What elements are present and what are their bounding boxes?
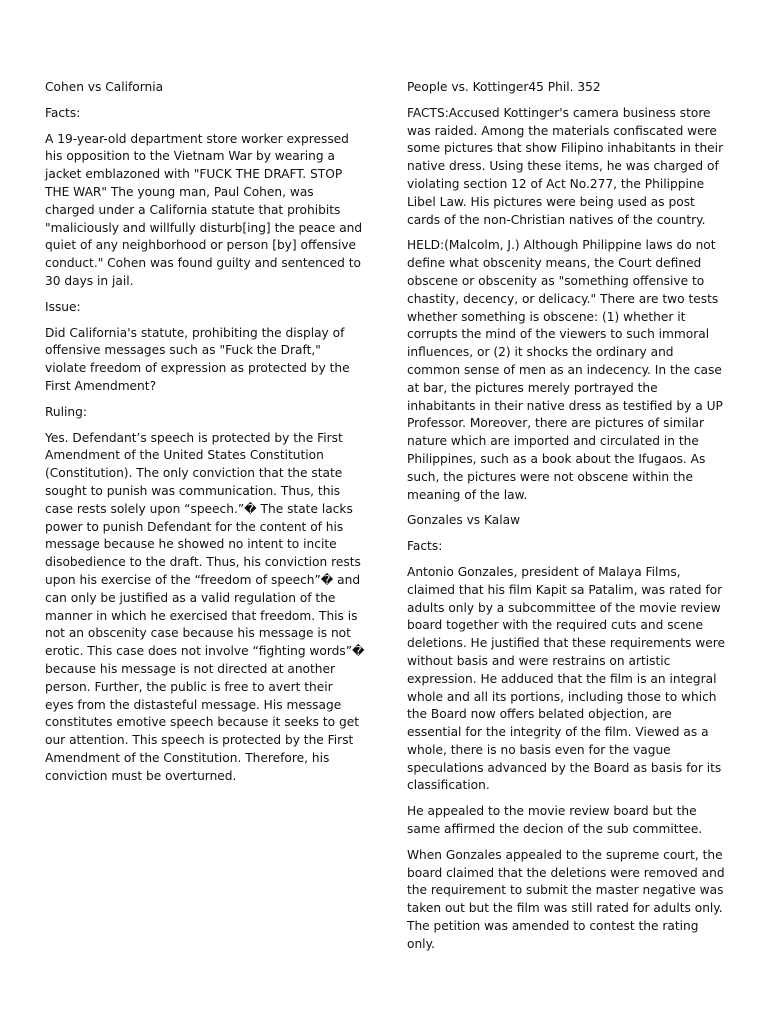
left-column	[45, 79, 365, 793]
held-paragraph: HELD:(Malcolm, J.) Although Philippine laws do not define what obscenity means, the Court defined obscene or obscenity as "something offensive to chastity, decency, or delicacy." There are two tests whether something is obscene: (1) whether it corrupts the mind of the viewers to such immoral influences, or (2) it shocks the ordinary and common sense of men as an indecency. In the case at bar, the pictures merely portrayed the inhabitants in their native dress as testified by a UP Professor. Moreover, there are pictures of similar nature which are imported and circulated in the Philippines, such as a book about the Ifugaos. As such, the pictures were not obscene within the meaning of the law.	[407, 238, 723, 502]
facts-heading: Facts:	[407, 539, 443, 554]
case-title-gonzales: Gonzales vs Kalaw	[407, 513, 521, 528]
case-title-kottinger: People vs. Kottinger45 Phil. 352	[407, 80, 601, 94]
ruling-paragraph: Yes. Defendant’s speech is protected by the First Amendment of the United States Constitution (Constitution). The only conviction that the state sought to punish was communication. Thus, this case rests solely upon “speech.”� The state lacks power to punish Defendant for the content of his message because he showed no intent to incite disobedience to the draft. Thus, his conviction rests upon his exercise of the “freedom of speech”� and can only be justified as a valid regulation of the manner in which he exercised that freedom. This is not an obscenity case because his message is not erotic. This case does not involve “fighting words”� because his message is not directed at another person. Further, the public is free to avert their eyes from the distasteful message. His message constitutes emotive speech because it seeks to get our attention. This speech is protected by the First Amendment of the Constitution. Therefore, his conviction must be overturned.	[45, 430, 365, 783]
case-title-cohen: Cohen vs California	[45, 80, 164, 94]
facts-paragraph: Antonio Gonzales, president of Malaya Films, claimed that his film Kapit sa Patalim, was rated for adults only by a subcommittee of the movie review board together with the required cuts and scene deletions. He justified that these requirements were without basis and were restrains on artistic expression. He adduced that the film is an integral whole and all its portions, including those to which the Board now offers belated objection, are essential for the integrity of the film. Viewed as a whole, there is no basis even for the vague speculations advanced by the Board as basis for its classification.	[407, 564, 725, 793]
facts-paragraph: A 19-year-old department store worker expressed his opposition to the Vietnam War by wearing a jacket emblazoned with "FUCK THE DRAFT. STOP THE WAR" The young man, Paul Cohen, was charged under a California statute that prohibits "maliciously and willfully disturb[ing] the peace and quiet of any neighborhood or person [by] offensive conduct." Cohen was found guilty and sentenced to 30 days in jail.	[45, 131, 363, 288]
appeal-paragraph: He appealed to the movie review board but the same affirmed the decion of the sub committee.	[407, 804, 703, 837]
supreme-court-paragraph: When Gonzales appealed to the supreme court, the board claimed that the deletions were removed and the requirement to submit the master negative was taken out but the film was still rated for adults only. The petition was amended to contest the rating only.	[407, 847, 725, 951]
right-column	[407, 79, 727, 962]
issue-paragraph: Did California's statute, prohibiting the display of offensive messages such as "Fuck the Draft," violate freedom of expression as protected by the First Amendment?	[45, 325, 350, 393]
facts-heading: Facts:	[45, 105, 81, 120]
ruling-heading: Ruling:	[45, 404, 87, 419]
issue-heading: Issue:	[45, 299, 81, 314]
facts-paragraph: FACTS:Accused Kottinger's camera business store was raided. Among the materials confiscated were some pictures that show Filipino inhabitants in their native dress. Using these items, he was charged of violating section 12 of Act No.277, the Philippine Libel Law. His pictures were being used as post cards of the non-Christian natives of the country.	[407, 105, 724, 227]
